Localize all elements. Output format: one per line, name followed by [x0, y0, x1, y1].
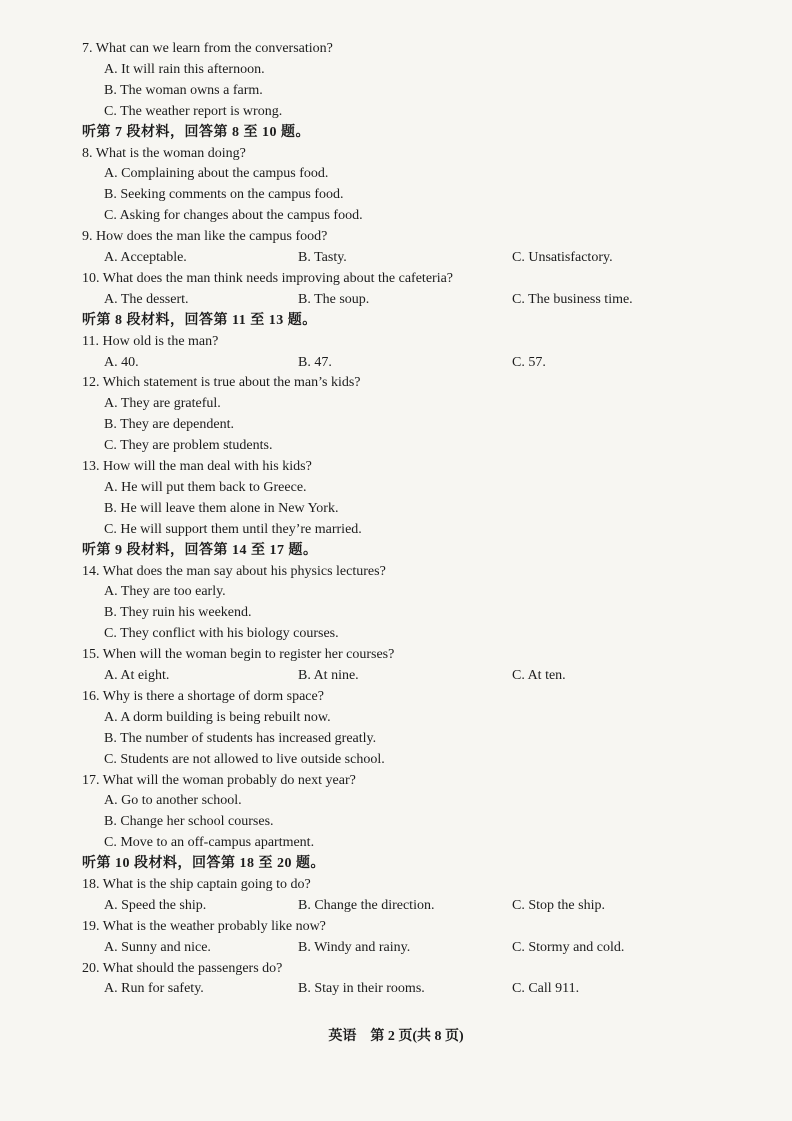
page-footer: 英语 第 2 页(共 8 页): [328, 1029, 464, 1044]
question-text: 9. How does the man like the campus food?: [82, 229, 328, 244]
answer-option: B. At nine.: [298, 668, 359, 683]
question-text: 11. How old is the man?: [82, 334, 219, 349]
question-text: 16. Why is there a shortage of dorm space?: [82, 689, 324, 704]
question-text: 12. Which statement is true about the man’s kids?: [82, 375, 361, 390]
answer-option: B. Stay in their rooms.: [298, 981, 425, 996]
answer-option: A. He will put them back to Greece.: [104, 480, 307, 495]
answer-option: A. Acceptable.: [104, 250, 187, 265]
answer-option: C. Stop the ship.: [512, 898, 605, 913]
answer-option: A. Run for safety.: [104, 981, 204, 996]
answer-option: B. He will leave them alone in New York.: [104, 501, 339, 516]
answer-option: B. Change her school courses.: [104, 814, 274, 829]
answer-option: A. They are too early.: [104, 584, 226, 599]
answer-option: C. Unsatisfactory.: [512, 250, 613, 265]
question-text: 10. What does the man think needs improving about the cafeteria?: [82, 271, 454, 286]
question-text: 15. When will the woman begin to register her courses?: [82, 647, 395, 662]
answer-option: B. They ruin his weekend.: [104, 605, 252, 620]
answer-option: C. At ten.: [512, 668, 566, 683]
answer-option: A. Sunny and nice.: [104, 940, 211, 955]
question-text: 13. How will the man deal with his kids?: [82, 459, 312, 474]
answer-option: C. Students are not allowed to live outside school.: [104, 752, 385, 767]
question-text: 20. What should the passengers do?: [82, 961, 283, 976]
answer-option: A. It will rain this afternoon.: [104, 62, 265, 77]
section-instruction: 听第 9 段材料，回答第 14 至 17 题。: [82, 543, 318, 558]
answer-option: B. Windy and rainy.: [298, 940, 411, 955]
answer-option: C. They are problem students.: [104, 438, 273, 453]
section-instruction: 听第 10 段材料，回答第 18 至 20 题。: [82, 856, 325, 871]
answer-option: A. Go to another school.: [104, 793, 242, 808]
answer-option: A. Speed the ship.: [104, 898, 207, 913]
answer-option: B. They are dependent.: [104, 417, 234, 432]
answer-option: A. A dorm building is being rebuilt now.: [104, 710, 331, 725]
answer-option: B. 47.: [298, 355, 332, 370]
answer-option: C. They conflict with his biology courses.: [104, 626, 339, 641]
answer-option: B. Tasty.: [298, 250, 347, 265]
answer-option: A. They are grateful.: [104, 396, 221, 411]
answer-option: A. 40.: [104, 355, 139, 370]
answer-option: C. The business time.: [512, 292, 633, 307]
question-text: 8. What is the woman doing?: [82, 146, 246, 161]
question-text: 17. What will the woman probably do next year?: [82, 773, 356, 788]
answer-option: A. The dessert.: [104, 292, 189, 307]
answer-option: B. Change the direction.: [298, 898, 435, 913]
section-instruction: 听第 7 段材料，回答第 8 至 10 题。: [82, 125, 310, 140]
answer-option: C. Asking for changes about the campus food.: [104, 208, 363, 223]
answer-option: C. Stormy and cold.: [512, 940, 625, 955]
answer-option: A. Complaining about the campus food.: [104, 166, 329, 181]
answer-option: C. Call 911.: [512, 981, 580, 996]
answer-option: B. Seeking comments on the campus food.: [104, 187, 344, 202]
answer-option: B. The soup.: [298, 292, 370, 307]
answer-option: C. Move to an off-campus apartment.: [104, 835, 315, 850]
question-text: 7. What can we learn from the conversation?: [82, 41, 333, 56]
question-text: 19. What is the weather probably like now?: [82, 919, 326, 934]
answer-option: C. 57.: [512, 355, 546, 370]
answer-option: B. The woman owns a farm.: [104, 83, 263, 98]
answer-option: C. He will support them until they’re married.: [104, 522, 362, 537]
answer-option: A. At eight.: [104, 668, 170, 683]
question-text: 14. What does the man say about his physics lectures?: [82, 564, 386, 579]
answer-option: B. The number of students has increased greatly.: [104, 731, 377, 746]
answer-option: C. The weather report is wrong.: [104, 104, 283, 119]
question-text: 18. What is the ship captain going to do?: [82, 877, 311, 892]
section-instruction: 听第 8 段材料，回答第 11 至 13 题。: [82, 313, 317, 328]
